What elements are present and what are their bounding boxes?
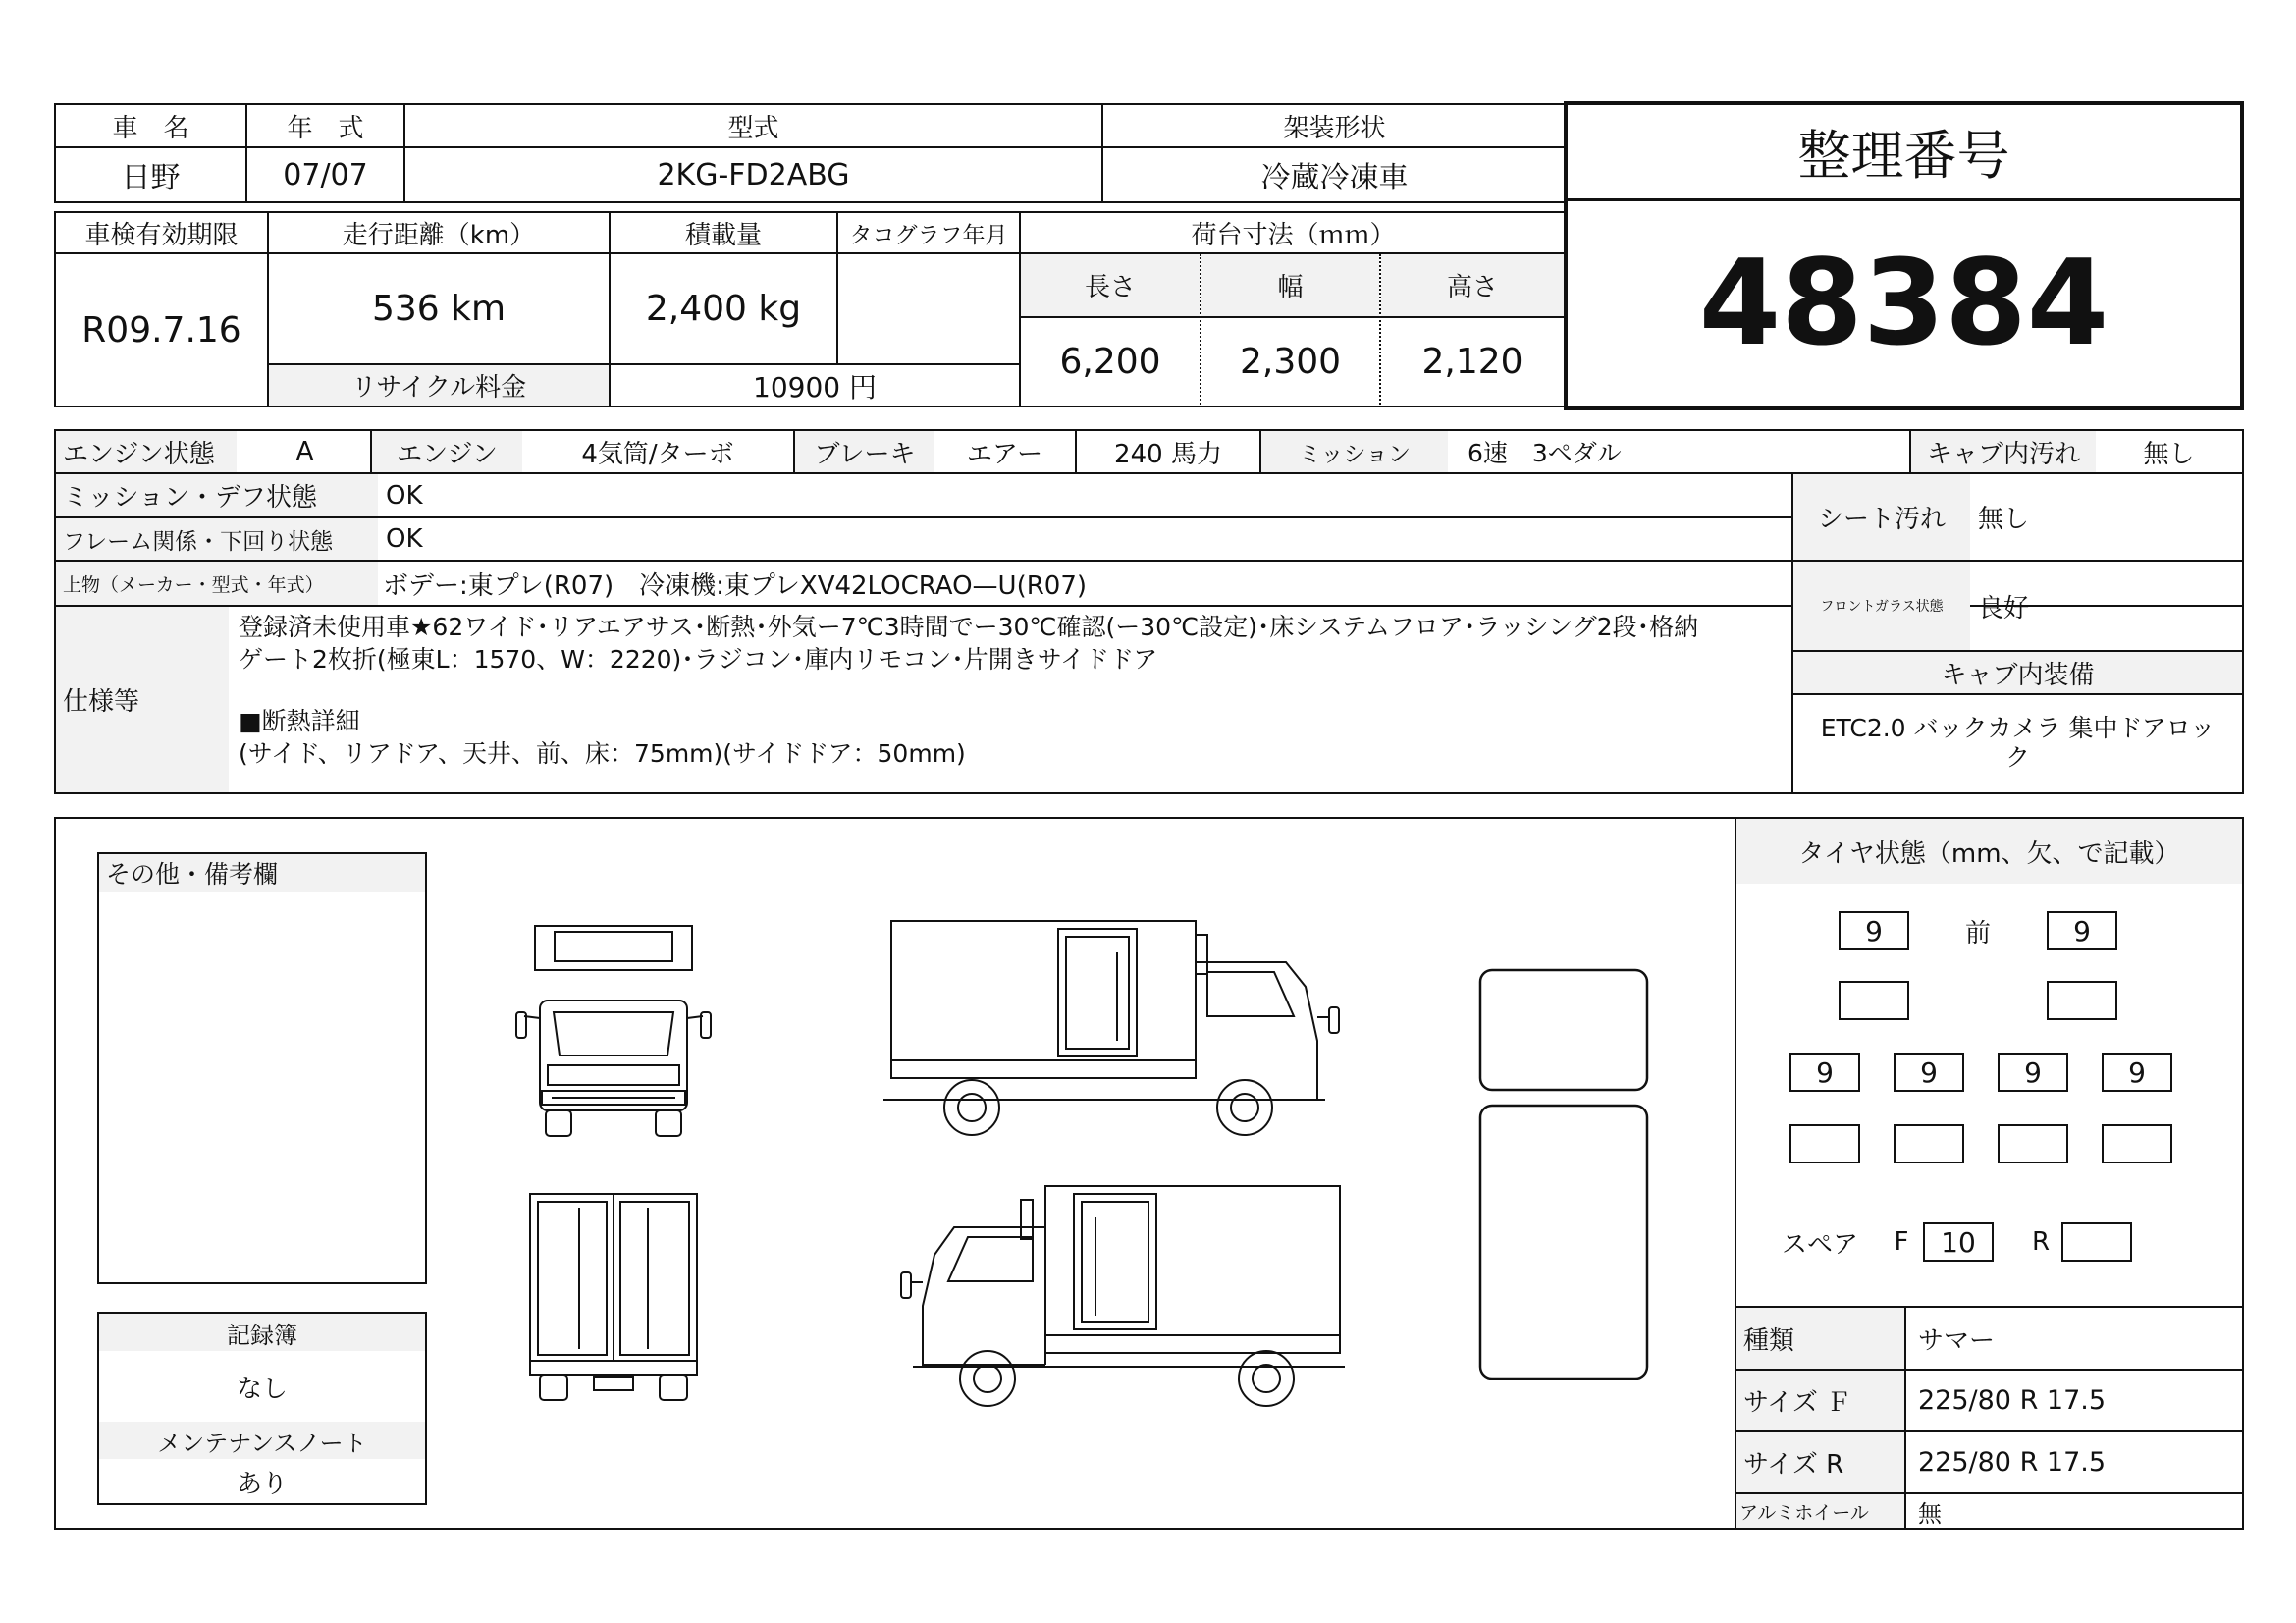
tire-front-label: 前 [1964,918,1991,948]
alu-label: アルミホイール [1739,1501,1869,1524]
recycle-label: リサイクル料金 [269,365,609,406]
width-label: 幅 [1201,254,1379,316]
cab-dirt-label: キャブ内汚れ [1926,439,2080,469]
remarks-label: その他・備考欄 [106,860,279,889]
truck-top-view [1472,962,1654,1384]
tire-rear-2: 9 [1894,1053,1964,1092]
remarks-value [108,898,418,1271]
tacho-label: タコグラフ年月 [849,222,1008,248]
maker-label: 車 名 [112,113,189,143]
tire-rear-2-sub [1894,1124,1964,1163]
tire-front-right-sub [2047,981,2117,1020]
mission-diff-value: OK [386,480,423,511]
cab-dirt-value: 無し [2143,439,2195,469]
brake-value: エアー [966,439,1043,469]
length-label: 長さ [1021,254,1200,316]
frame-value: OK [386,524,423,554]
horsepower-value: 240 馬力 [1114,439,1222,469]
frame-label: フレーム関係・下回り状態 [63,528,334,555]
tacho-value [838,254,1019,363]
cargo-label: 荷台寸法（ｍｍ） [1191,220,1396,250]
tire-front-right: 9 [2047,911,2117,950]
spare-f-label: F [1894,1227,1909,1257]
load-value: 2,400 kg [645,289,802,329]
tire-rear-3: 9 [1998,1053,2068,1092]
maint-label: メンテナンスノート [157,1429,367,1457]
length-value: 6,200 [1059,342,1161,382]
height-value: 2,120 [1421,342,1523,382]
spare-r-label: R [2031,1227,2051,1257]
inspection-label: 車検有効期限 [84,220,239,250]
tire-type-label: 種類 [1743,1325,1795,1356]
load-label: 積載量 [684,220,762,250]
seat-label: シート汚れ [1817,505,1946,534]
engine-state-label: エンジン状態 [63,439,215,469]
model-value: 2KG-FD2ABG [657,157,850,192]
cab-equip-label: キャブ内装備 [1941,660,2095,690]
upper-label: 上物（メーカー・型式・年式） [63,573,324,596]
spec-line-1: 登録済未使用車★62ワイド･リアエアサス･断熱･外気ー7℃3時間でー30℃確認(ー30℃設定)･床システムフロア･ラッシング2段･格納 [239,613,1699,641]
spec-line-4: (サイド、リアドア、天井、前、床：75mm)(サイドドア：50mm) [239,739,966,768]
truck-side-view-left [874,1178,1355,1414]
mission-value: 6速 3ペダル [1468,439,1622,467]
mission-label: ミッション [1298,441,1412,467]
tire-rear-1: 9 [1789,1053,1860,1092]
engine-value: 4気筒/ターボ [581,439,734,469]
truck-front-view [510,918,717,1144]
seat-value: 無し [1978,505,2030,534]
engine-label: エンジン [397,439,498,469]
cab-equip-line-2: ク [2004,743,2030,772]
alu-value: 無 [1918,1499,1942,1528]
spec-line-3: ■断熱詳細 [239,707,360,735]
inspection-value: R09.7.16 [81,309,241,351]
mileage-label: 走行距離（km） [342,220,536,250]
spare-f-value: 10 [1923,1222,1994,1262]
glass-label: フロントガラス状態 [1820,599,1944,615]
record-label: 記録簿 [227,1321,297,1349]
brake-label: ブレーキ [814,439,916,469]
engine-state-value: A [295,437,314,466]
mileage-value: 536 km [371,289,507,329]
size-f-label: サイズ Ｆ [1743,1387,1852,1418]
recycle-value: 10900 円 [753,370,877,404]
spec-label: 仕様等 [63,687,140,717]
upper-value: ボデー:東プレ(R07) 冷凍機:東プレXV42LOCRAO—U(R07) [383,570,1088,601]
body-value: 冷蔵冷凍車 [1260,161,1409,195]
glass-value: 良好 [1978,593,2030,623]
height-label: 高さ [1381,254,1564,316]
tire-front-left-sub [1839,981,1909,1020]
size-r-label: サイズ R [1743,1449,1844,1480]
year-value: 07/07 [283,157,368,192]
tire-type-value: サマー [1918,1325,1996,1356]
year-label: 年 式 [287,113,364,143]
tire-title: タイヤ状態（mm、欠、で記載） [1798,839,2180,869]
size-f-value: 225/80 R 17.5 [1918,1384,2107,1416]
tire-front-left: 9 [1839,911,1909,950]
model-label: 型式 [727,113,779,143]
spare-label: スペア [1782,1229,1859,1260]
tire-rear-4: 9 [2102,1053,2172,1092]
maker-value: 日野 [121,161,181,195]
cab-equip-line-1: ETC2.0 バックカメラ 集中ドアロッ [1820,714,2216,742]
number-label: 整理番号 [1797,125,2010,187]
truck-rear-view [520,1188,707,1409]
width-value: 2,300 [1239,342,1342,382]
record-value: なし [236,1374,288,1404]
tire-rear-1-sub [1789,1124,1860,1163]
tire-rear-4-sub [2102,1124,2172,1163]
truck-side-view-right [874,913,1355,1149]
number-value: 48384 [1698,236,2109,372]
spec-line-2: ゲート2枚折(極東L：1570、W：2220)･ラジコン･庫内リモコン･片開きサイドドア [239,645,1158,674]
spare-r-value [2061,1222,2132,1262]
body-label: 架装形状 [1283,113,1386,143]
maint-value: あり [236,1470,288,1499]
size-r-value: 225/80 R 17.5 [1918,1446,2107,1478]
tire-rear-3-sub [1998,1124,2068,1163]
mission-diff-label: ミッション・デフ状態 [63,483,317,513]
